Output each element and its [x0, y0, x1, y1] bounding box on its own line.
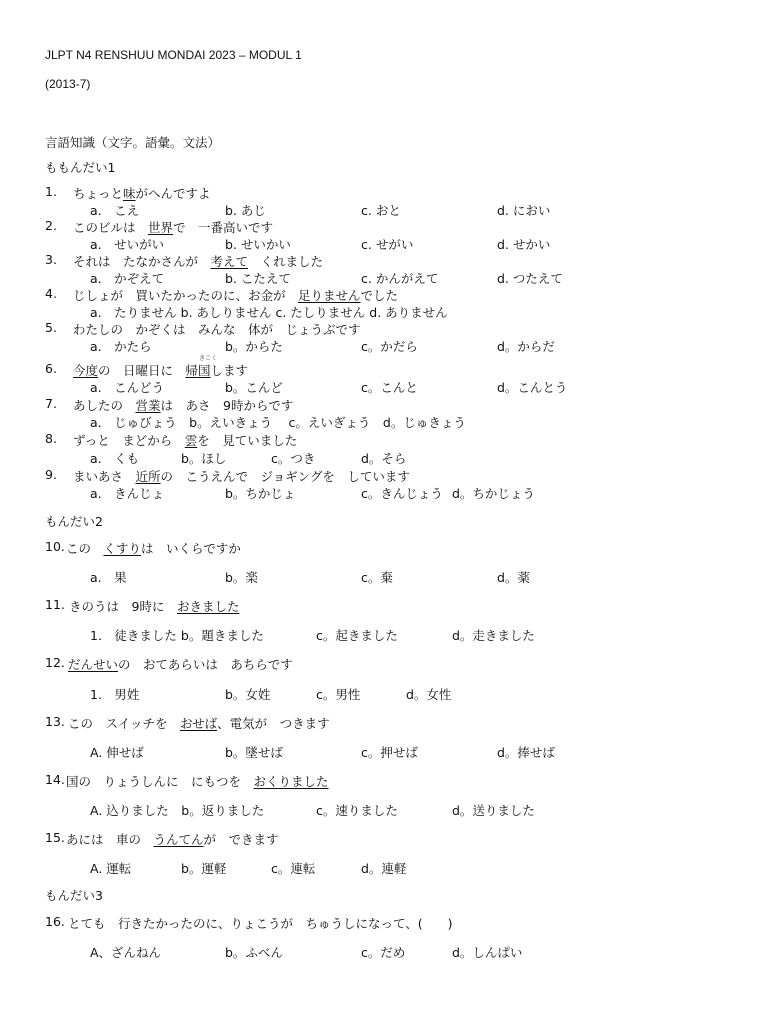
- option-b: b. せいかい: [225, 237, 291, 252]
- underlined-word: 味: [123, 186, 136, 201]
- underlined-word: おせば: [180, 716, 218, 731]
- option-d: d。走きました: [452, 628, 535, 643]
- option-a: a. かぞえて: [90, 271, 165, 286]
- question-number: 6.: [45, 361, 57, 376]
- question-stem: とても 行きたかったのに、りょこうが ちゅうしになって、( ): [68, 916, 453, 931]
- option-b: b。楽: [225, 570, 258, 585]
- option-d: d。からだ: [497, 339, 555, 354]
- option-c: c. せがい: [361, 237, 414, 252]
- option-c: c。つき: [271, 451, 316, 466]
- option-c: c。起きました: [316, 628, 398, 643]
- question-stem: ちょっと味がへんですよ: [73, 186, 211, 201]
- option-a-b: A. 込りました b。返りました: [90, 803, 265, 818]
- option-c: c。男性: [316, 687, 361, 702]
- option-b: b。ほし: [181, 451, 227, 466]
- section-heading: 言語知識（文字。語彙。文法）: [45, 135, 221, 150]
- question-number: 13.: [45, 714, 65, 729]
- underlined-word: 今度: [73, 363, 99, 378]
- option-c: c。押せば: [361, 745, 418, 760]
- mondai2-heading: もんだい2: [45, 514, 103, 529]
- underlined-word: 雲: [184, 433, 198, 448]
- question-number: 14.: [45, 772, 65, 787]
- option-c: c。きんじょう: [361, 486, 443, 501]
- option-a: A. 運転: [90, 861, 132, 876]
- underlined-word: 営業: [135, 398, 161, 413]
- question-stem: じしょが 買いたかったのに、お金が 足りませんでした: [73, 288, 399, 303]
- option-c: c. おと: [361, 203, 401, 218]
- option-c: c。棄: [361, 570, 393, 585]
- option-d: d。こんとう: [497, 380, 568, 395]
- question-number: 10.: [45, 539, 65, 554]
- option-a: a. こえ: [90, 203, 140, 218]
- option-d: d. におい: [497, 203, 551, 218]
- question-number: 11.: [45, 597, 65, 612]
- option-b: b. こたえて: [225, 271, 291, 286]
- question-stem: 国の りょうしんに にもつを おくりました: [66, 774, 329, 789]
- option-c: c。だめ: [361, 945, 406, 960]
- question-stem: きのうは 9時に おきました: [69, 599, 240, 614]
- option-a: a. きんじょ: [90, 486, 165, 501]
- option-d: d. せかい: [497, 237, 551, 252]
- mondai1-heading: ももんだい1: [45, 160, 116, 175]
- underlined-word: だんせい: [68, 657, 119, 672]
- question-stem: わたしの かぞくは みんな 体が じょうぶです: [73, 322, 361, 337]
- underlined-word: うんてん: [153, 832, 204, 847]
- option-b: b。ふべん: [225, 945, 283, 960]
- option-c: c。こんと: [361, 380, 418, 395]
- underlined-word: 考えて: [210, 254, 249, 269]
- question-stem: ずっと まどから 雲を 見ていました: [73, 433, 298, 448]
- question-stem: あには 車の うんてんが できます: [66, 832, 279, 847]
- option-a: a. かたら: [90, 339, 152, 354]
- option-a: a. 果: [90, 570, 127, 585]
- underlined-word: おくりました: [253, 774, 329, 789]
- question-stem: だんせいの おてあらいは あちらです: [68, 657, 293, 672]
- option-c: c。かだら: [361, 339, 418, 354]
- question-number: 7.: [45, 396, 57, 411]
- option-d: d。そら: [361, 451, 407, 466]
- underlined-word: 近所: [135, 469, 161, 484]
- option-b: b。運軽: [181, 861, 227, 876]
- option-c: c. かんがえて: [361, 271, 439, 286]
- option-d: d。しんぱい: [452, 945, 523, 960]
- underlined-word: おきました: [176, 599, 240, 614]
- question-number: 16.: [45, 914, 65, 929]
- question-stem: あしたの 営業は あさ 9時からです: [73, 398, 294, 413]
- question-number: 12.: [45, 655, 65, 670]
- option-a: a. こんどう: [90, 380, 165, 395]
- option-d: d。送りました: [452, 803, 535, 818]
- options-line: a. じゅびょう b。えいきょう c。えいぎょう d。じゅきょう: [90, 415, 466, 430]
- option-b: b。ちかじょ: [225, 486, 296, 501]
- question-number: 2.: [45, 218, 57, 233]
- question-number: 15.: [45, 830, 65, 845]
- option-d: d。ちかじょう: [452, 486, 535, 501]
- question-stem: それは たなかさんが 考えて くれました: [73, 254, 324, 269]
- option-b: b。こんど: [225, 380, 283, 395]
- question-number: 1.: [45, 184, 57, 199]
- option-b: b。墜せば: [225, 745, 283, 760]
- options-line: a. たりません b. あしりません c. たしりません d. ありません: [90, 305, 448, 320]
- option-d: d. つたえて: [497, 271, 563, 286]
- option-d: d。連軽: [361, 861, 407, 876]
- option-c: c。連転: [271, 861, 316, 876]
- option-a: A. 伸せば: [90, 745, 144, 760]
- mondai3-heading: もんだい3: [45, 888, 103, 903]
- option-d: d。捧せば: [497, 745, 555, 760]
- option-a: 1. 男姓: [90, 687, 140, 702]
- underlined-word: くすり: [103, 541, 142, 556]
- option-b: b。女姓: [225, 687, 271, 702]
- option-a-b: 1. 徒きました b。題きました: [90, 628, 264, 643]
- question-number: 5.: [45, 320, 57, 335]
- question-stem: この スイッチを おせば、電気が つきます: [68, 716, 330, 731]
- question-number: 4.: [45, 286, 57, 301]
- question-number: 8.: [45, 431, 57, 446]
- option-d: d。薬: [497, 570, 530, 585]
- underlined-word: 世界: [148, 220, 174, 235]
- furigana: きこく: [199, 355, 218, 362]
- question-number: 9.: [45, 467, 57, 482]
- underlined-word: 帰国: [185, 363, 211, 378]
- option-c: c。速りました: [316, 803, 398, 818]
- underlined-word: 足りません: [298, 288, 361, 303]
- document-code: (2013-7): [45, 77, 91, 91]
- option-a: A、ざんねん: [90, 945, 162, 960]
- option-b: b。からた: [225, 339, 283, 354]
- option-a: a. せいがい: [90, 237, 165, 252]
- document-title: JLPT N4 RENSHUU MONDAI 2023 – MODUL 1: [45, 48, 302, 62]
- option-a: a. くも: [90, 451, 140, 466]
- option-d: d。女性: [406, 687, 452, 702]
- option-b: b. あじ: [225, 203, 266, 218]
- question-stem: このビルは 世界で 一番高いです: [73, 220, 274, 235]
- question-stem: まいあさ 近所の こうえんで ジョギングを しています: [73, 469, 410, 484]
- question-stem: この くすりは いくらですか: [66, 541, 241, 556]
- question-number: 3.: [45, 252, 57, 267]
- question-stem: 今度の 日曜日に 帰国します: [73, 363, 249, 378]
